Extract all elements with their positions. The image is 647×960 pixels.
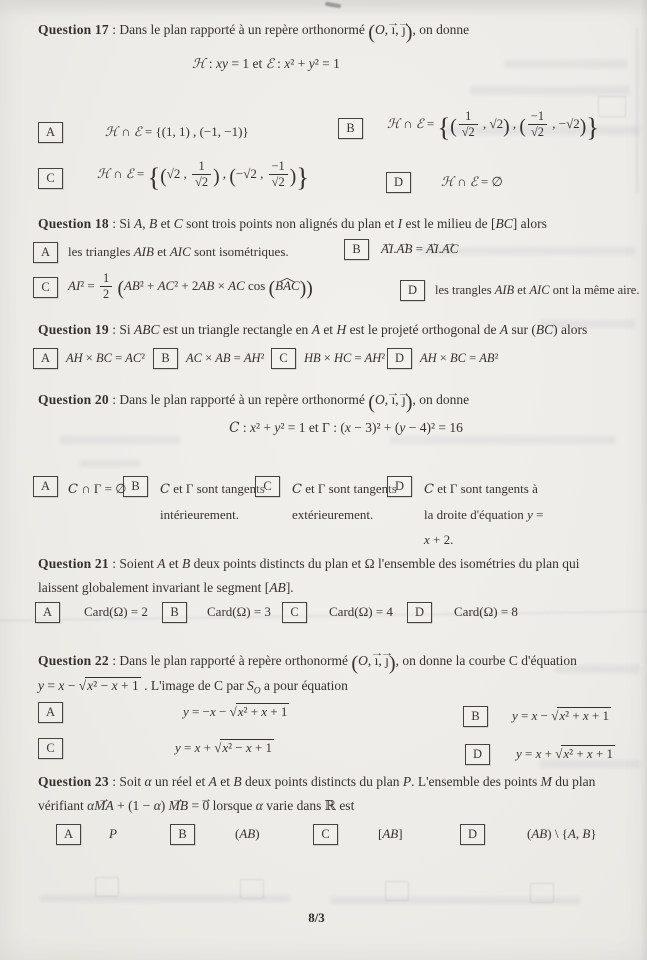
question-19-option-a — [33, 348, 145, 369]
separator: : — [108, 556, 120, 571]
question-19-option-a-content: AH × BC = AC² — [66, 351, 146, 365]
question-20-label: Question 20 — [38, 392, 109, 407]
question-20-answer-box-b[interactable]: B — [123, 476, 148, 497]
question-22-text: Dans le plan rapporté à repère orthonormé (O, ı →, ȷ →), on donne la courbe C d'équation — [119, 653, 577, 668]
question-17-option-d — [386, 172, 503, 193]
question-21-option-b-content: Card(Ω) = 3 — [207, 604, 271, 619]
question-22-answer-box-d[interactable]: D — [465, 744, 490, 765]
question-17-text: Dans le plan rapporté à un repère orthonormé (O, ı →, ȷ →), on donne — [119, 22, 469, 37]
question-17-option-c — [38, 160, 309, 190]
separator: : — [108, 322, 120, 337]
question-20-option-a-content: C ∩ Γ = ∅ — [68, 481, 127, 497]
question-19-option-b — [153, 348, 264, 369]
question-18-option-c — [33, 272, 313, 302]
question-18-option-b-content: AI →.AB → = AI →.AC → — [381, 239, 458, 259]
question-23-answer-box-c[interactable]: C — [313, 824, 338, 845]
question-21-answer-box-d[interactable]: D — [407, 602, 432, 623]
question-18-text: Si A, B et C sont trois points non alignés du plan et I est le milieu de [BC] alors — [119, 216, 547, 231]
bleedthrough-artifact — [390, 436, 615, 444]
question-22-answer-box-c[interactable]: C — [38, 738, 63, 759]
question-23-label: Question 23 — [38, 774, 109, 789]
question-22-answer-box-a[interactable]: A — [38, 702, 63, 723]
question-23-answer-box-b[interactable]: B — [170, 824, 195, 845]
question-21-option-b — [162, 602, 271, 623]
question-23-answer-box-a[interactable]: A — [56, 824, 81, 845]
question-21-title — [38, 552, 638, 576]
question-21-answer-box-c[interactable]: C — [282, 602, 307, 623]
question-22-title — [38, 648, 638, 673]
question-18-option-d-content: les trangles AIB et AIC ont la même aire. — [435, 283, 640, 297]
question-20-option-c — [255, 476, 400, 527]
question-17-label: Question 17 — [38, 22, 109, 37]
question-18-option-b — [344, 239, 458, 260]
question-21-option-a-content: Card(Ω) = 2 — [84, 604, 148, 619]
question-21-answer-box-b[interactable]: B — [162, 602, 187, 623]
question-20-formula: C : x² + y² = 1 et Γ : (x − 3)² + (y − 4)² = 16 — [229, 420, 463, 436]
question-21-text-line2: laissent globalement invariant le segment [AB]. — [38, 580, 294, 595]
question-23-option-c-content: [AB] — [378, 826, 403, 841]
question-17-option-b — [338, 110, 599, 140]
answer-box-bleedthrough — [95, 877, 119, 897]
question-20-option-b-content: C et Γ sont tangents intérieurement. — [160, 481, 265, 522]
question-17-option-a-content: ℋ ∩ ℰ = {(1, 1) , (−1, −1)} — [105, 124, 249, 140]
question-20-option-a — [33, 476, 127, 502]
question-17-answer-box-b[interactable]: B — [338, 118, 363, 139]
question-21-option-c — [282, 602, 393, 623]
question-22-option-c — [38, 738, 274, 759]
question-20-answer-box-a[interactable]: A — [33, 476, 58, 497]
question-18-option-d — [400, 280, 639, 301]
question-17-answer-box-d[interactable]: D — [386, 172, 411, 193]
scan-mark — [325, 2, 341, 9]
question-21-option-a — [35, 602, 148, 623]
question-19-text: Si ABC est un triangle rectangle en A et H est le projeté orthogonal de A sur (BC) alors — [119, 322, 588, 337]
table-line-bleedthrough — [636, 28, 638, 193]
question-19-answer-box-a[interactable]: A — [33, 348, 58, 369]
question-20-option-c-content: C et Γ sont tangents extérieurement. — [292, 481, 397, 522]
question-19-answer-box-d[interactable]: D — [387, 348, 412, 369]
question-20-option-d-content: C et Γ sont tangents à la droite d'équation y = x + 2. — [424, 481, 544, 547]
question-23-answer-box-d[interactable]: D — [460, 824, 485, 845]
question-23-option-d-content: (AB) \ {A, B} — [527, 826, 597, 841]
question-22-option-c-content: y = x + √x² − x + 1 — [175, 740, 273, 755]
question-22-option-b — [463, 706, 611, 727]
question-19-option-d-content: AH × BC = AB² — [420, 351, 499, 365]
question-20-option-d — [387, 476, 548, 552]
question-22-option-d-content: y = x + √x² + x + 1 — [516, 746, 614, 761]
question-17-answer-box-c[interactable]: C — [38, 168, 63, 189]
question-19-option-b-content: AC × AB = AH² — [186, 351, 265, 365]
bleedthrough-artifact — [80, 460, 140, 467]
page-number: 8/3 — [308, 910, 325, 925]
question-18-answer-box-a[interactable]: A — [33, 242, 58, 263]
question-23-option-d — [460, 824, 597, 845]
separator: : — [108, 653, 120, 668]
question-19-answer-box-c[interactable]: C — [271, 348, 296, 369]
question-23-option-b — [170, 824, 260, 845]
bleedthrough-artifact — [470, 86, 630, 95]
question-20-title — [38, 388, 638, 412]
bleedthrough-artifact — [40, 895, 290, 902]
answer-box-bleedthrough — [598, 96, 626, 117]
question-18-answer-box-c[interactable]: C — [33, 277, 58, 298]
question-21-text: Soient A et B deux points distincts du plan et Ω l'ensemble des isométries du plan qui — [119, 556, 580, 571]
question-23-title — [38, 770, 638, 794]
question-23-option-b-content: (AB) — [235, 826, 260, 841]
question-22-option-b-content: y = x − √x² + x + 1 — [512, 708, 610, 723]
question-17-option-c-content: ℋ ∩ ℰ = {(√2 , $\frac{1}{√2}$ ) , (−√2 , $\frac{-1}{√2}$ )} — [97, 159, 310, 192]
question-17-answer-box-a[interactable]: A — [38, 122, 63, 143]
question-23-option-a-content: P — [109, 826, 117, 841]
question-21-option-d-content: Card(Ω) = 8 — [454, 604, 518, 619]
question-23-text-line2: vérifiant αMA → + (1 − α) MB → = 0 → lorsque α varie dans ℝ est — [38, 794, 638, 818]
question-21-label: Question 21 — [38, 556, 109, 571]
question-23-option-a — [56, 824, 117, 845]
separator: : — [108, 216, 120, 231]
question-19-option-d — [387, 348, 498, 369]
question-21-answer-box-a[interactable]: A — [35, 602, 60, 623]
question-22-option-d — [465, 744, 615, 765]
question-22-answer-box-b[interactable]: B — [463, 706, 488, 727]
question-23-option-c — [313, 824, 403, 845]
question-21-option-c-content: Card(Ω) = 4 — [329, 604, 393, 619]
question-21-option-d — [407, 602, 518, 623]
question-18-answer-box-d[interactable]: D — [400, 280, 425, 301]
question-22-label: Question 22 — [38, 653, 109, 668]
bleedthrough-artifact — [330, 897, 580, 904]
question-22-text-line2: y = x − √x² − x + 1 . L'image de C par $S_O$ a pour équation — [38, 678, 348, 697]
question-18-option-c-content: AI² = $\frac{1}{2}$ (AB² + AC² + 2AB × AC cos (BAC ^)) — [68, 272, 313, 302]
question-17-formula: ℋ : xy = 1 et ℰ : x² + y² = 1 — [192, 56, 340, 72]
question-17-option-a — [38, 122, 249, 143]
question-22-option-a-content: y = −x − √x² + x + 1 — [183, 704, 288, 719]
question-18-option-a — [33, 242, 289, 263]
separator: : — [108, 22, 120, 37]
question-19-answer-box-b[interactable]: B — [153, 348, 178, 369]
question-17-title — [38, 18, 638, 42]
question-19-option-c — [271, 348, 385, 369]
question-20-answer-box-c[interactable]: C — [255, 476, 280, 497]
question-20-option-b — [123, 476, 268, 527]
separator: : — [108, 774, 120, 789]
question-19-title — [38, 318, 638, 342]
question-19-label: Question 19 — [38, 322, 109, 337]
bleedthrough-artifact — [60, 436, 180, 444]
question-23-text: Soit α un réel et A et B deux points distincts du plan P. L'ensemble des points M du plan — [119, 774, 596, 789]
question-18-answer-box-b[interactable]: B — [344, 239, 369, 260]
question-18-label: Question 18 — [38, 216, 109, 231]
question-17-option-b-content: ℋ ∩ ℰ = {( $\frac{1}{√2}$ , √2) , ( $\frac{-1}{√2}$ , −√2)} — [387, 109, 600, 142]
question-22-option-a — [38, 702, 289, 723]
question-18-title — [38, 212, 638, 236]
separator: : — [108, 392, 120, 407]
question-20-answer-box-d[interactable]: D — [387, 476, 412, 497]
question-18-option-a-content: les triangles AIB et AIC sont isométriques. — [68, 244, 289, 259]
question-17-option-d-content: ℋ ∩ ℰ = ∅ — [441, 174, 503, 190]
question-20-text: Dans le plan rapporté à un repère orthonormé (O, ı →, ȷ →), on donne — [119, 392, 469, 407]
question-19-option-c-content: HB × HC = AH² — [304, 351, 386, 365]
